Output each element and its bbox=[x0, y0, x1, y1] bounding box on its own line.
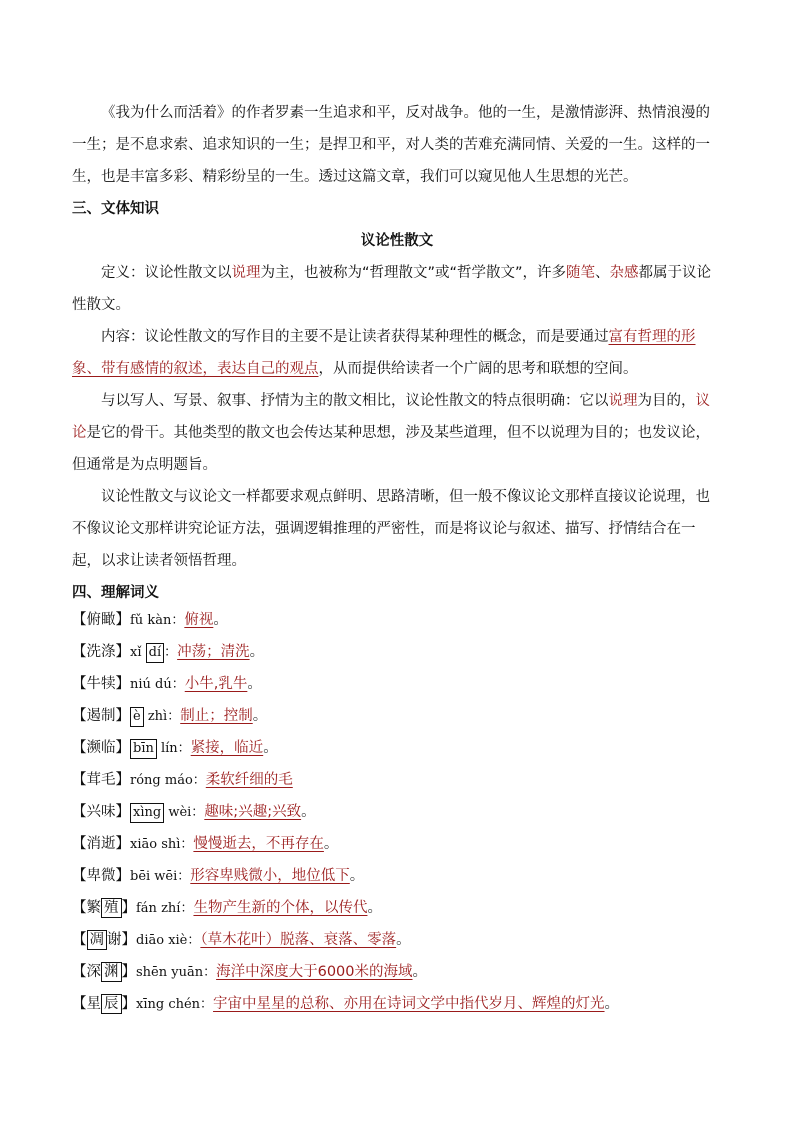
vocab-definition: 海洋中深度大于6000米的海域 bbox=[216, 964, 413, 980]
bracket-close: 】 bbox=[115, 772, 130, 788]
vocab-word: 俯瞰 bbox=[86, 612, 116, 628]
vocab-definition: （草木花叶）脱落、衰落、零落 bbox=[200, 932, 397, 948]
vocab-word: 深 bbox=[86, 964, 101, 980]
definition-text: 定义：议论性散文以 bbox=[101, 265, 232, 281]
vocab-definition: 慢慢逝去，不再存在 bbox=[193, 836, 324, 852]
vocab-item bbox=[72, 768, 293, 793]
bracket-close: 】 bbox=[115, 676, 130, 692]
bracket-close: 】 bbox=[115, 868, 130, 884]
content-text: ，从而提供给读者一个广阔的思考和联想的空间。 bbox=[318, 361, 638, 377]
bracket-close: 】 bbox=[115, 836, 130, 852]
vocab-end: 。 bbox=[263, 740, 278, 756]
vocab-word-boxed: 殖 bbox=[101, 898, 122, 918]
vocab-pinyin-boxed: dí bbox=[146, 643, 164, 663]
vocab-word: 兴味 bbox=[86, 804, 116, 820]
keyword-suibi: 随笔 bbox=[566, 265, 596, 281]
vocab-pinyin: niú dú： bbox=[130, 677, 185, 692]
bracket-open: 【 bbox=[72, 676, 87, 692]
bracket-close: 】 bbox=[115, 612, 130, 628]
keyword-shuoli: 说理 bbox=[231, 265, 261, 281]
vocab-pinyin: zhì： bbox=[143, 709, 181, 724]
vocab-word-boxed: 凋 bbox=[87, 930, 108, 950]
content-paragraph bbox=[72, 321, 722, 385]
vocab-end: 。 bbox=[323, 836, 339, 852]
compare-paragraph bbox=[72, 385, 722, 481]
comparison-paragraph: 议论性散文与议论文一样都要求观点鲜明、思路清晰，但一般不像议论文那样直接议论说理，也不像议论文那样讲究论证方法，强调逻辑推理的严密性，而是将议论与叙述、描写、抒情结合在一起，以求让读者领悟哲理。 bbox=[72, 489, 710, 569]
vocab-item bbox=[72, 896, 382, 921]
vocab-pinyin: fǔ kàn： bbox=[130, 613, 185, 628]
compare-text: 是它的骨干。其他类型的散文也会传达某种思想，涉及某些道理，但不以说理为目的；也发议论，但通常是为点明题旨。 bbox=[72, 425, 710, 473]
bracket-open: 【 bbox=[72, 932, 87, 948]
bracket-open: 【 bbox=[72, 964, 87, 980]
compare-text: 为目的， bbox=[637, 393, 696, 409]
vocab-definition: 紧接，临近 bbox=[190, 740, 264, 756]
vocab-definition: 柔软纤细的毛 bbox=[205, 772, 293, 788]
section-3-heading: 三、文体知识 bbox=[72, 201, 159, 217]
content-text: 内容：议论性散文的写作目的主要不是让读者获得某种理性的概念，而是要通过 bbox=[101, 329, 609, 345]
vocab-word: 濒临 bbox=[86, 740, 116, 756]
vocab-item bbox=[72, 608, 228, 633]
vocab-pinyin: shēn yuān： bbox=[136, 965, 217, 980]
keyword-zagan: 杂感 bbox=[609, 265, 639, 281]
intro-paragraph: 《我为什么而活着》的作者罗素一生追求和平，反对战争。他的一生，是激情澎湃、热情浪漫的一生；是不息求索、追求知识的一生；是捍卫和平，对人类的苦难充满同情、关爱的一生。这样的一生，也是丰富多彩、精彩纷呈的一生。透过这篇文章，我们可以窥见他人生思想的光芒。 bbox=[72, 105, 710, 185]
keyword-shuoli-2: 说理 bbox=[608, 393, 638, 409]
vocab-end: 。 bbox=[301, 804, 316, 820]
vocab-pinyin: bēi wēi： bbox=[130, 869, 191, 884]
vocab-item bbox=[72, 928, 411, 953]
bracket-close: 】 bbox=[121, 900, 136, 916]
vocab-word: 卑微 bbox=[86, 868, 116, 884]
vocab-definition: 趣味;兴趣;兴致 bbox=[204, 804, 302, 820]
vocab-item bbox=[72, 704, 267, 729]
vocab-end: 。 bbox=[252, 708, 268, 724]
vocab-word-boxed: 渊 bbox=[101, 962, 122, 982]
section-4-heading: 四、理解词义 bbox=[72, 585, 159, 601]
vocab-item bbox=[72, 992, 619, 1017]
vocab-item bbox=[72, 864, 364, 889]
bracket-open: 【 bbox=[72, 900, 87, 916]
vocab-pinyin-boxed: è bbox=[130, 707, 144, 727]
compare-text: 与以写人、写景、叙事、抒情为主的散文相比，议论性散文的特点很明确：它以 bbox=[101, 393, 609, 409]
vocab-definition: 宇宙中星星的总称、亦用在诗词文学中指代岁月、辉煌的灯光 bbox=[213, 996, 605, 1012]
bracket-open: 【 bbox=[72, 996, 87, 1012]
definition-text: 为主，也被称为“哲理散文”或“哲学散文”，许多 bbox=[260, 265, 567, 281]
content-highlight: 富有哲理的形象、带有感情的叙述，表达自己的观点 bbox=[72, 329, 696, 377]
vocab-word: 繁 bbox=[86, 900, 101, 916]
bracket-open: 【 bbox=[72, 804, 87, 820]
vocab-pinyin-boxed: xìng bbox=[130, 803, 164, 823]
vocab-item bbox=[72, 640, 264, 665]
vocab-word: 谢 bbox=[107, 932, 122, 948]
section-3-title: 议论性散文 bbox=[360, 233, 434, 249]
vocab-item bbox=[72, 736, 278, 761]
vocab-end: 。 bbox=[367, 900, 382, 916]
vocab-word: 牛犊 bbox=[86, 676, 116, 692]
bracket-close: 】 bbox=[115, 740, 130, 756]
vocab-end: 。 bbox=[604, 996, 620, 1012]
vocab-definition: 冲荡；清洗 bbox=[177, 644, 250, 660]
vocab-pinyin: fán zhí： bbox=[136, 901, 194, 916]
vocab-pinyin: xiāo shì： bbox=[130, 837, 194, 852]
vocab-end: 。 bbox=[247, 676, 262, 692]
vocab-item bbox=[72, 672, 262, 697]
bracket-close: 】 bbox=[121, 964, 136, 980]
keyword-yilun: 议论 bbox=[72, 393, 710, 441]
vocab-end: 。 bbox=[249, 644, 265, 660]
vocab-word-boxed: 辰 bbox=[101, 994, 122, 1014]
vocab-word: 遏制 bbox=[86, 708, 116, 724]
vocab-end: 。 bbox=[349, 868, 365, 884]
vocab-definition: 生物产生新的个体，以传代 bbox=[193, 900, 368, 916]
vocab-pinyin: diāo xiè： bbox=[136, 933, 201, 948]
bracket-close: 】 bbox=[115, 644, 130, 660]
vocab-end: 。 bbox=[412, 964, 427, 980]
bracket-open: 【 bbox=[72, 708, 87, 724]
bracket-open: 【 bbox=[72, 868, 87, 884]
vocab-definition: 形容卑贱微小，地位低下 bbox=[190, 868, 350, 884]
vocab-end: 。 bbox=[213, 612, 228, 628]
vocab-pinyin-boxed: bīn bbox=[130, 739, 157, 759]
definition-text: 都属于议论性散文。 bbox=[72, 265, 712, 313]
vocab-definition: 俯视 bbox=[184, 612, 214, 628]
vocab-item bbox=[72, 960, 427, 985]
definition-text: 、 bbox=[595, 265, 610, 281]
bracket-open: 【 bbox=[72, 740, 87, 756]
bracket-open: 【 bbox=[72, 644, 87, 660]
vocab-pinyin: ： bbox=[164, 645, 178, 660]
vocab-word: 星 bbox=[86, 996, 101, 1012]
bracket-open: 【 bbox=[72, 772, 87, 788]
vocab-word: 洗涤 bbox=[86, 644, 116, 660]
bracket-close: 】 bbox=[121, 932, 136, 948]
vocab-pinyin: wèi： bbox=[164, 805, 205, 820]
bracket-close: 】 bbox=[115, 708, 130, 724]
vocab-item bbox=[72, 832, 338, 857]
vocab-pinyin: róng máo： bbox=[130, 773, 206, 788]
bracket-open: 【 bbox=[72, 836, 87, 852]
vocab-pinyin: lín： bbox=[156, 741, 191, 756]
bracket-open: 【 bbox=[72, 612, 87, 628]
vocab-pinyin: xīng chén： bbox=[136, 997, 214, 1012]
vocab-end: 。 bbox=[396, 932, 411, 948]
definition-paragraph bbox=[72, 257, 722, 321]
vocab-word: 消逝 bbox=[86, 836, 116, 852]
bracket-close: 】 bbox=[115, 804, 130, 820]
vocab-definition: 制止；控制 bbox=[180, 708, 253, 724]
vocab-definition: 小牛,乳牛 bbox=[184, 676, 248, 692]
vocab-pinyin: xǐ bbox=[130, 645, 146, 660]
vocab-word: 茸毛 bbox=[86, 772, 116, 788]
bracket-close: 】 bbox=[121, 996, 136, 1012]
vocab-item bbox=[72, 800, 316, 825]
